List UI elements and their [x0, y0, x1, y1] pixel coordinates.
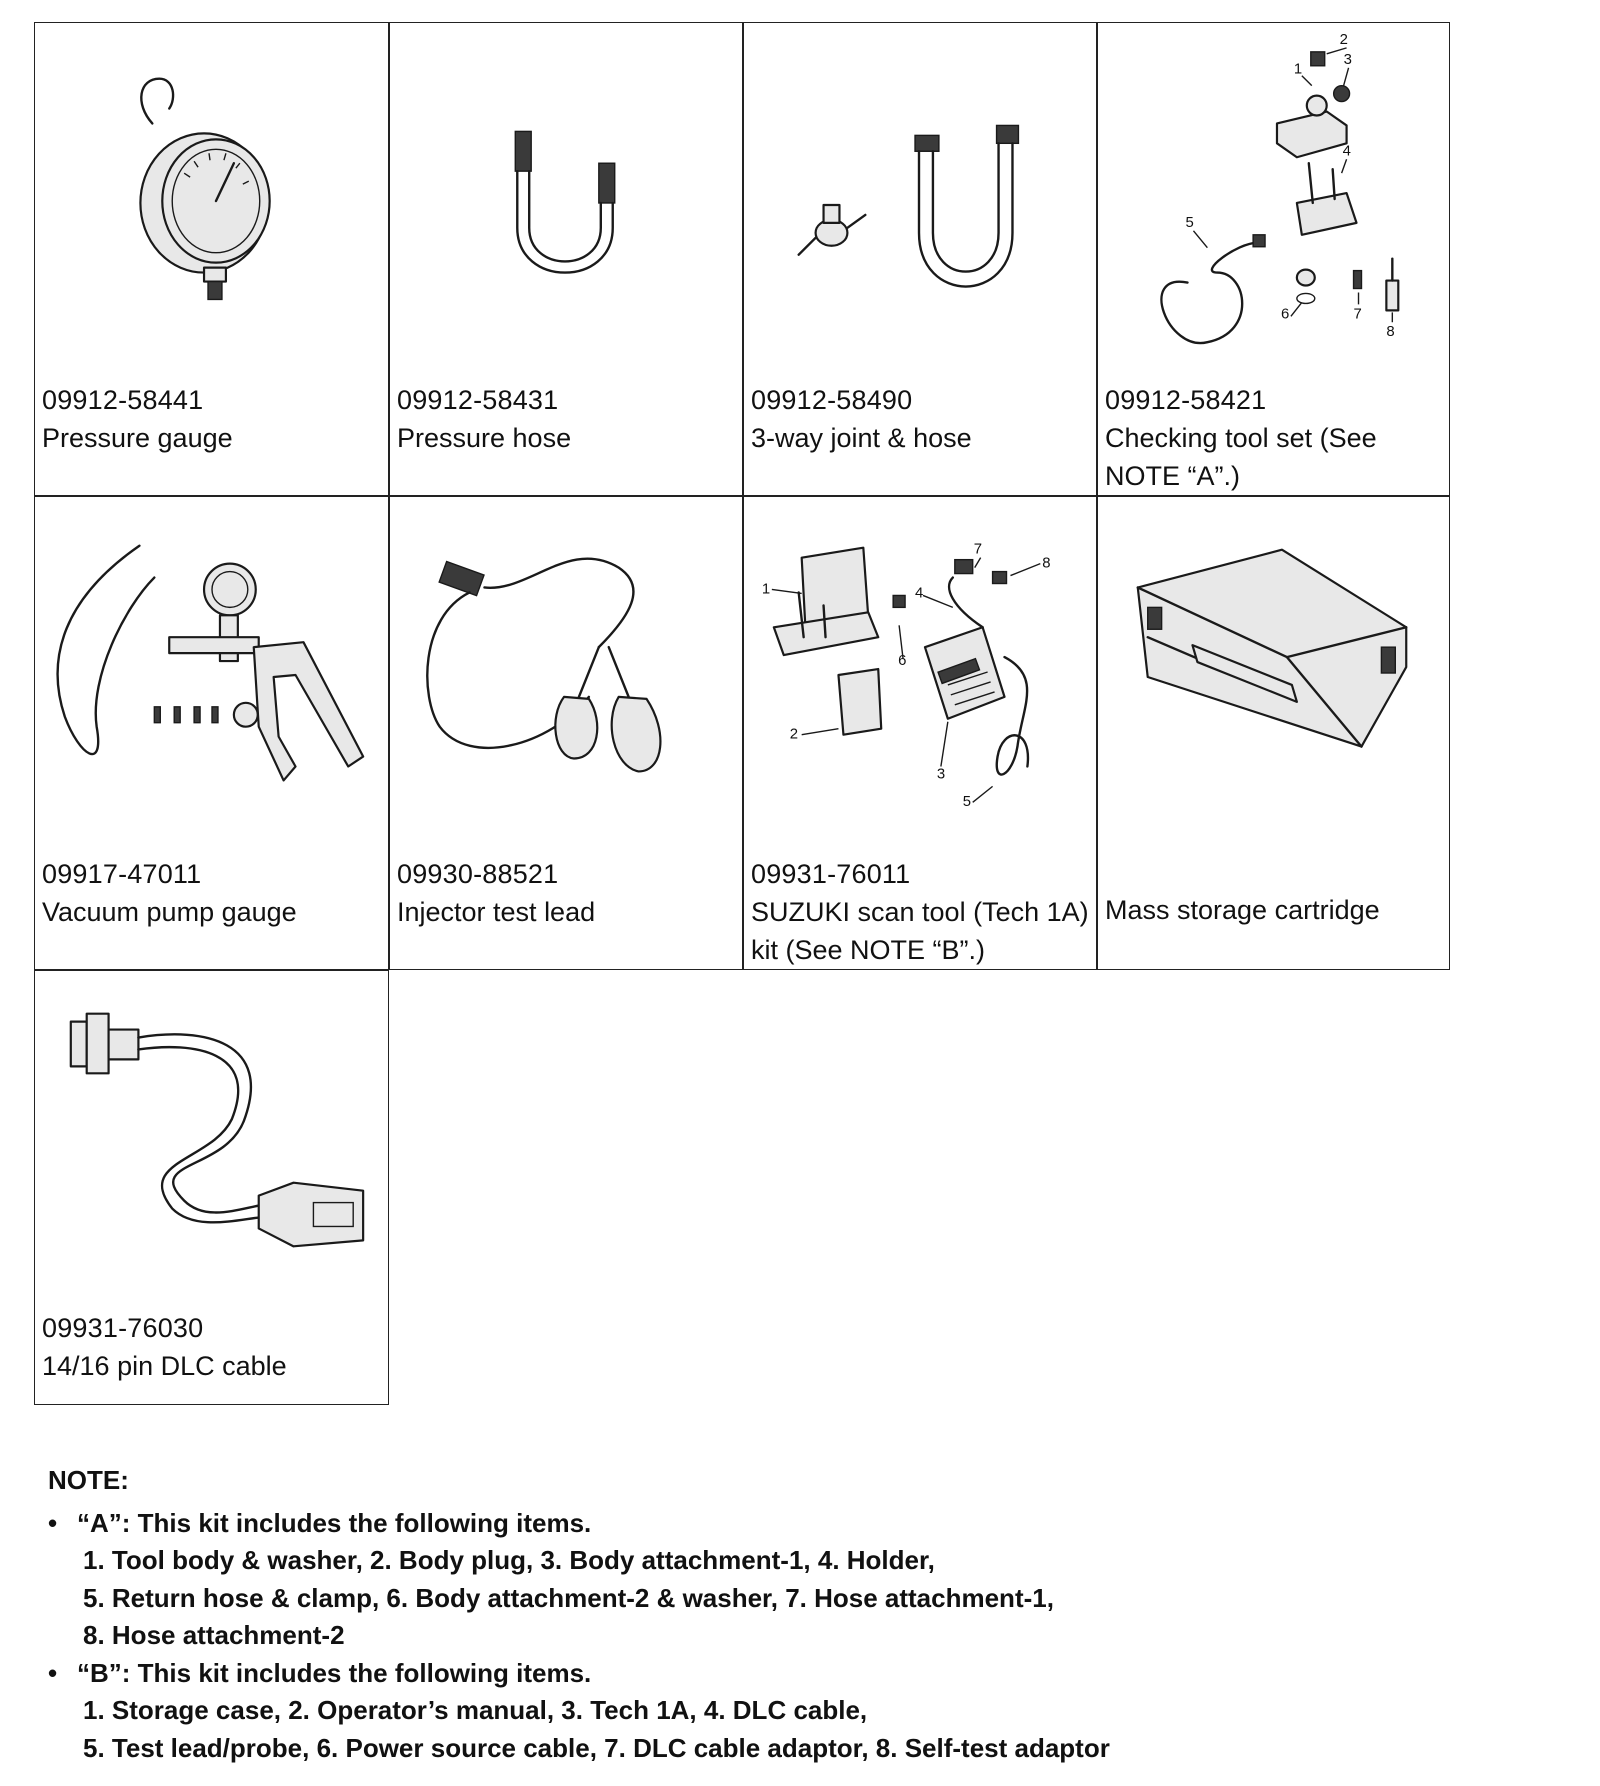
tool-name: 3-way joint & hose [751, 423, 972, 453]
bullet-icon: • [48, 1657, 58, 1688]
note-list [48, 1505, 1448, 1768]
tool-name: Vacuum pump gauge [42, 897, 297, 927]
callout-7: 7 [973, 541, 982, 558]
callout-6: 6 [898, 653, 907, 670]
scan-tool-kit-icon [744, 497, 1096, 852]
tool-part-number: 09931-76030 [42, 1313, 204, 1343]
tool-part-number: 09912-58441 [42, 385, 204, 415]
tool-part-number: 09912-58431 [397, 385, 559, 415]
tool-part-number: 09912-58490 [751, 385, 913, 415]
bullet-icon: • [48, 1507, 58, 1538]
note-item-b [48, 1655, 1448, 1768]
callout-4: 4 [915, 585, 924, 602]
tool-cell-3-way-joint [743, 22, 1097, 496]
tool-cell-checking-tool-set [1097, 22, 1450, 496]
note-item-a [48, 1505, 1448, 1655]
tool-name: 14/16 pin DLC cable [42, 1351, 287, 1381]
tool-name: Mass storage cartridge [1105, 895, 1380, 925]
tool-part-number: 09930-88521 [397, 859, 559, 889]
note-label: “B”: [77, 1657, 131, 1688]
note-line: 8. Hose attachment-2 [83, 1620, 345, 1650]
callout-6: 6 [1280, 306, 1290, 323]
note-line: 1. Tool body & washer, 2. Body plug, 3. Body attachment-1, 4. Holder, [83, 1545, 935, 1575]
pressure-gauge-icon [35, 23, 388, 378]
tool-cell-vacuum-pump-gauge [34, 496, 389, 970]
note-section [48, 1462, 1448, 1767]
three-way-joint-icon [744, 23, 1096, 378]
tool-name: Pressure gauge [42, 423, 233, 453]
callout-1: 1 [1293, 61, 1303, 78]
callout-5: 5 [962, 794, 972, 811]
callout-3: 3 [936, 766, 946, 783]
callout-7: 7 [1353, 306, 1362, 323]
tool-cell-pressure-hose [389, 22, 743, 496]
callout-5: 5 [1185, 214, 1194, 231]
checking-tool-set-icon [1098, 23, 1449, 378]
callout-3: 3 [1343, 51, 1352, 68]
tool-cell-dlc-cable [34, 970, 389, 1405]
vacuum-pump-icon [35, 497, 388, 852]
callout-4: 4 [1342, 143, 1351, 160]
tool-name: SUZUKI scan tool (Tech 1A) kit (See NOTE “B”.) [751, 897, 1089, 965]
note-line: 1. Storage case, 2. Operator’s manual, 3. Tech 1A, 4. DLC cable, [83, 1695, 868, 1725]
note-intro: “B”: This kit includes the following items. [77, 1657, 592, 1688]
tool-name: Checking tool set (See NOTE “A”.) [1105, 423, 1377, 491]
note-line: 5. Return hose & clamp, 6. Body attachment-2 & washer, 7. Hose attachment-1, [83, 1582, 1054, 1613]
tool-name: Injector test lead [397, 897, 596, 927]
injector-test-lead-icon [390, 497, 742, 852]
tool-cell-pressure-gauge [34, 22, 389, 496]
note-heading: NOTE: [48, 1465, 129, 1495]
note-line: 5. Test lead/probe, 6. Power source cable, 7. DLC cable adaptor, 8. Self-test adaptor [83, 1732, 1110, 1763]
note-label: “A”: [77, 1507, 131, 1538]
special-tools-table [34, 22, 1450, 1405]
tool-part-number: 09931-76011 [751, 859, 911, 889]
tool-cell-scan-tool-kit [743, 496, 1097, 970]
tool-cell-mass-storage-cartridge [1097, 496, 1450, 970]
callout-2: 2 [1339, 31, 1348, 48]
dlc-cable-icon [35, 971, 388, 1291]
mass-storage-cartridge-icon [1098, 497, 1449, 852]
note-intro: “A”: This kit includes the following items. [77, 1507, 592, 1538]
callout-8: 8 [1042, 555, 1051, 572]
tool-part-number: 09912-58421 [1105, 385, 1267, 415]
callout-1: 1 [761, 581, 771, 598]
tool-name: Pressure hose [397, 423, 572, 453]
tool-part-number: 09917-47011 [42, 859, 202, 889]
tool-cell-injector-test-lead [389, 496, 743, 970]
callout-8: 8 [1386, 324, 1395, 341]
pressure-hose-icon [390, 23, 742, 378]
callout-2: 2 [789, 726, 799, 743]
